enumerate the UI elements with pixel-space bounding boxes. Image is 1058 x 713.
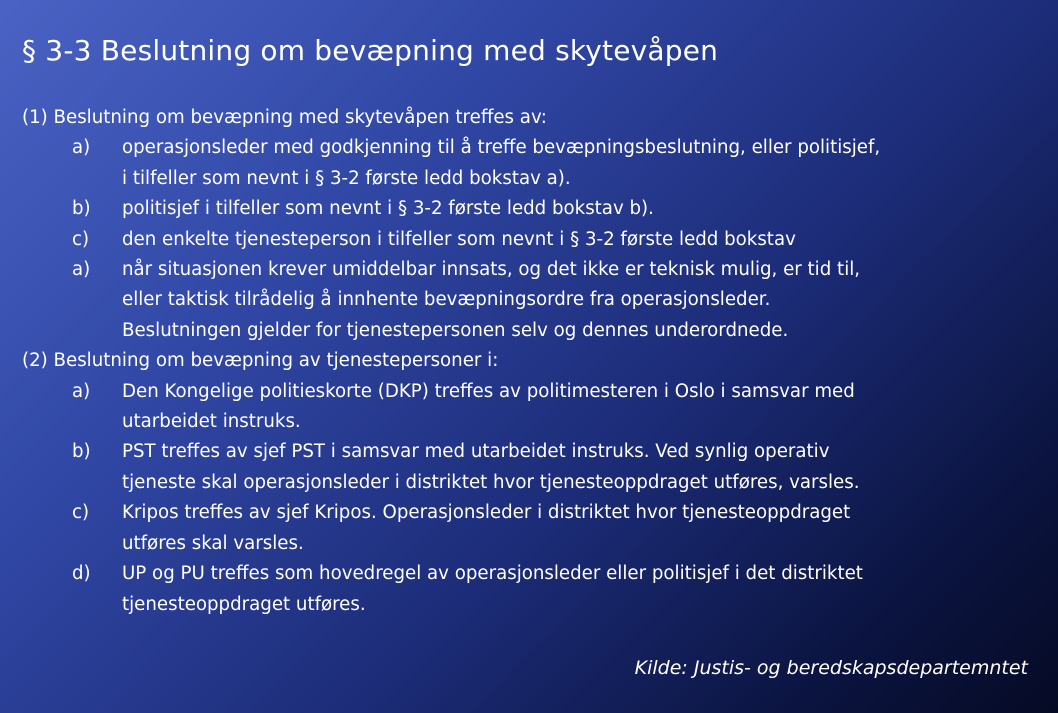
item-marker: c) bbox=[72, 502, 90, 524]
item-line: tjeneste skal operasjonsleder i distriktet hvor tjenesteoppdraget utføres, varsles. bbox=[122, 471, 860, 493]
item-line: PST treffes av sjef PST i samsvar med utarbeidet instruks. Ved synlig operativ bbox=[122, 441, 830, 463]
list-item bbox=[22, 437, 1042, 498]
item-marker: d) bbox=[72, 563, 91, 585]
list-item bbox=[22, 194, 1042, 224]
item-marker: a) bbox=[72, 380, 91, 402]
item-line: Beslutningen gjelder for tjenestepersonen selv og dennes underordnede. bbox=[122, 319, 789, 341]
item-text bbox=[122, 255, 1042, 346]
item-line: eller taktisk tilrådelig å innhente bevæpningsordre fra operasjonsleder. bbox=[122, 289, 771, 311]
item-marker: b) bbox=[72, 441, 91, 463]
item-line: Kripos treffes av sjef Kripos. Operasjonsleder i distriktet hvor tjenesteoppdraget bbox=[122, 502, 851, 524]
item-marker: b) bbox=[72, 198, 91, 220]
item-text bbox=[122, 437, 1042, 498]
item-marker: c) bbox=[72, 228, 90, 250]
list-item bbox=[22, 255, 1042, 346]
item-line: i tilfeller som nevnt i § 3-2 første ledd bokstav a). bbox=[122, 167, 571, 189]
item-line: Den Kongelige politieskorte (DKP) treffes av politimesteren i Oslo i samsvar med bbox=[122, 380, 855, 402]
item-text bbox=[122, 377, 1042, 438]
item-line: utarbeidet instruks. bbox=[122, 411, 301, 433]
list-item bbox=[22, 498, 1042, 559]
section-1 bbox=[22, 103, 1042, 346]
item-line: operasjonsleder med godkjenning til å treffe bevæpningsbeslutning, eller politisjef, bbox=[122, 137, 881, 159]
item-marker: a) bbox=[72, 137, 91, 159]
item-line: utføres skal varsles. bbox=[122, 532, 304, 554]
section-heading: (2) Beslutning om bevæpning av tjenestepersoner i: bbox=[22, 350, 499, 372]
item-text bbox=[122, 133, 1042, 194]
item-text bbox=[122, 498, 1042, 559]
list-item bbox=[22, 225, 1042, 255]
section-2 bbox=[22, 346, 1042, 620]
section-heading: (1) Beslutning om bevæpning med skytevåpen treffes av: bbox=[22, 107, 547, 128]
slide-title: § 3-3 Beslutning om bevæpning med skytevåpen bbox=[22, 34, 719, 67]
list-item bbox=[22, 559, 1042, 620]
item-text bbox=[122, 559, 1042, 620]
list-item bbox=[22, 377, 1042, 438]
item-line: når situasjonen krever umiddelbar innsats, og det ikke er teknisk mulig, er tid til, bbox=[122, 259, 861, 281]
item-line: tjenesteoppdraget utføres. bbox=[122, 593, 366, 615]
item-line: UP og PU treffes som hovedregel av operasjonsleder eller politisjef i det distriktet bbox=[122, 563, 863, 585]
source-citation: Kilde: Justis- og beredskapsdepartemntet bbox=[634, 657, 1028, 679]
slide-body bbox=[22, 103, 1042, 620]
item-text bbox=[122, 225, 1042, 255]
list-item bbox=[22, 133, 1042, 194]
item-text bbox=[122, 194, 1042, 224]
item-line: politisjef i tilfeller som nevnt i § 3-2 første ledd bokstav b). bbox=[122, 198, 654, 220]
item-line: den enkelte tjenesteperson i tilfeller som nevnt i § 3-2 første ledd bokstav bbox=[122, 228, 796, 250]
item-marker: a) bbox=[72, 259, 91, 281]
